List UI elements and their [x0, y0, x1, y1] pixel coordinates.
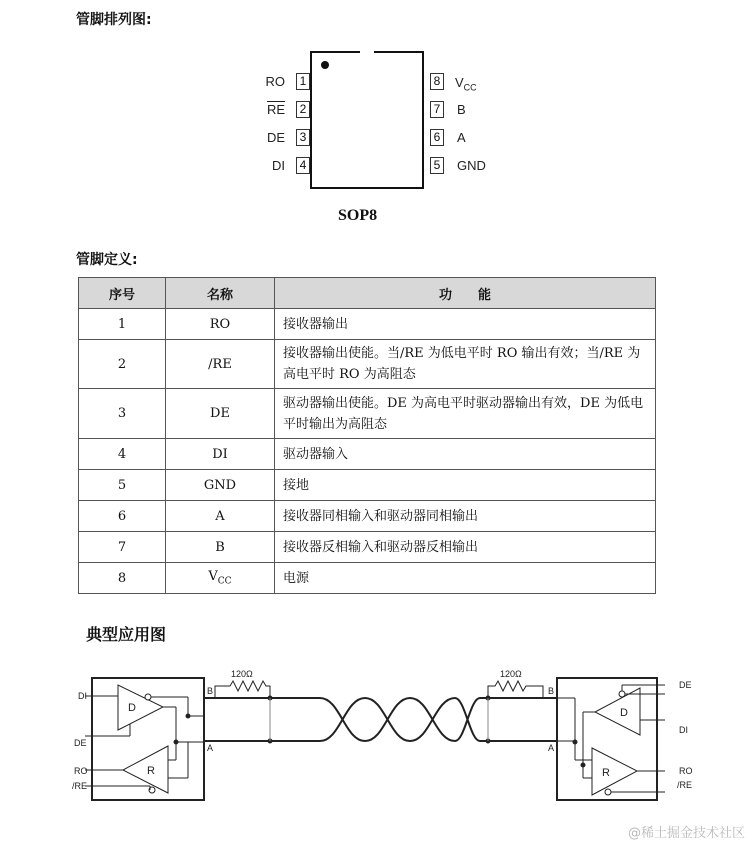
pinout-heading: 管脚排列图:: [76, 12, 152, 28]
row-function: 接收器同相输入和驱动器同相输出: [275, 501, 656, 532]
pin-label-ro: RO: [265, 74, 285, 89]
row-function: 接地: [275, 470, 656, 501]
table-row: [79, 389, 656, 439]
row-function: 接收器输出: [275, 309, 656, 340]
right-de-label: DE: [679, 680, 692, 690]
table-row: [79, 563, 656, 594]
table-header-row: [79, 278, 656, 309]
left-de-label: DE: [74, 738, 87, 748]
pin-label-b: B: [457, 102, 466, 117]
pin-label-a: A: [457, 130, 466, 145]
pin-label-di: DI: [272, 158, 285, 173]
pin-definition-heading: 管脚定义:: [76, 252, 138, 268]
right-b-label: B: [548, 686, 555, 696]
pin-number-5: 5: [430, 157, 444, 174]
pin-definition-table: [78, 277, 656, 594]
row-index: 1: [79, 309, 166, 340]
table-row: [79, 439, 656, 470]
row-index: 5: [79, 470, 166, 501]
right-driver-triangle: [595, 688, 640, 735]
watermark-text: @稀土掘金技术社区: [627, 826, 745, 841]
row-name: DI: [166, 439, 275, 470]
row-function: 接收器输出使能。当/RE 为低电平时 RO 输出有效；当/RE 为高电平时 RO 为高阻态: [275, 340, 656, 389]
left-driver-label: D: [128, 702, 136, 714]
row-name: $V_{CC}$: [166, 563, 275, 594]
right-ro-label: RO: [679, 766, 693, 776]
table-row: [79, 340, 656, 389]
header-index: 序号: [79, 278, 166, 309]
row-function: 电源: [275, 563, 656, 594]
right-transceiver-box: [557, 678, 657, 800]
row-name: RO: [166, 309, 275, 340]
pin-number-2: 2: [296, 101, 310, 118]
right-driver-label: D: [620, 707, 628, 719]
pin-number-7: 7: [430, 101, 444, 118]
left-b-label: B: [207, 686, 214, 696]
right-re-label: /RE: [677, 780, 693, 790]
right-resistor-value: 120Ω: [500, 669, 522, 679]
pin-number-8: 8: [430, 73, 444, 90]
right-di-label: DI: [679, 725, 688, 735]
application-heading: 典型应用图: [86, 625, 167, 644]
pin-number-3: 3: [296, 129, 310, 146]
row-function: 驱动器输入: [275, 439, 656, 470]
right-a-label: A: [548, 743, 555, 753]
pin-number-1: 1: [296, 73, 310, 90]
row-index: 8: [79, 563, 166, 594]
pin-label-de: DE: [266, 130, 285, 145]
table-row: [79, 501, 656, 532]
row-function: 驱动器输出使能。DE 为高电平时驱动器输出有效，DE 为低电平时输出为高阻态: [275, 389, 656, 439]
right-termination-resistor: [488, 681, 543, 698]
sop8-caption: SOP8: [338, 207, 378, 224]
right-receiver-label: R: [602, 767, 610, 779]
pin1-dot: [321, 61, 329, 69]
table-row: [79, 532, 656, 563]
left-re-label: /RE: [72, 781, 88, 791]
twisted-pair-wire-a: [320, 698, 455, 741]
table-row: [79, 309, 656, 340]
row-index: 4: [79, 439, 166, 470]
row-name: GND: [166, 470, 275, 501]
row-index: 3: [79, 389, 166, 439]
row-name: DE: [166, 389, 275, 439]
pin-label-re: $\overline{RE}$: [266, 102, 285, 117]
row-index: 7: [79, 532, 166, 563]
sop8-chip-body: [310, 51, 424, 189]
row-name: /RE: [166, 340, 275, 389]
pin-label-gnd: GND: [457, 158, 486, 173]
left-a-label: A: [207, 743, 214, 753]
left-resistor-value: 120Ω: [231, 669, 253, 679]
row-index: 6: [79, 501, 166, 532]
left-driver-triangle: [118, 685, 163, 730]
table-row: [79, 470, 656, 501]
left-di-label: DI: [78, 691, 87, 701]
left-receiver-label: R: [147, 765, 155, 777]
right-receiver-triangle: [592, 748, 637, 795]
header-function: 功 能: [275, 278, 656, 309]
pin-number-4: 4: [296, 157, 310, 174]
pin-label-vcc: $V_{CC}$: [455, 75, 477, 93]
header-name: 名称: [166, 278, 275, 309]
row-index: 2: [79, 340, 166, 389]
left-ro-label: RO: [74, 766, 88, 776]
row-name: B: [166, 532, 275, 563]
row-function: 接收器反相输入和驱动器反相输出: [275, 532, 656, 563]
left-termination-resistor: [215, 681, 270, 698]
application-circuit-diagram: [0, 650, 753, 810]
pin-number-6: 6: [430, 129, 444, 146]
row-name: A: [166, 501, 275, 532]
